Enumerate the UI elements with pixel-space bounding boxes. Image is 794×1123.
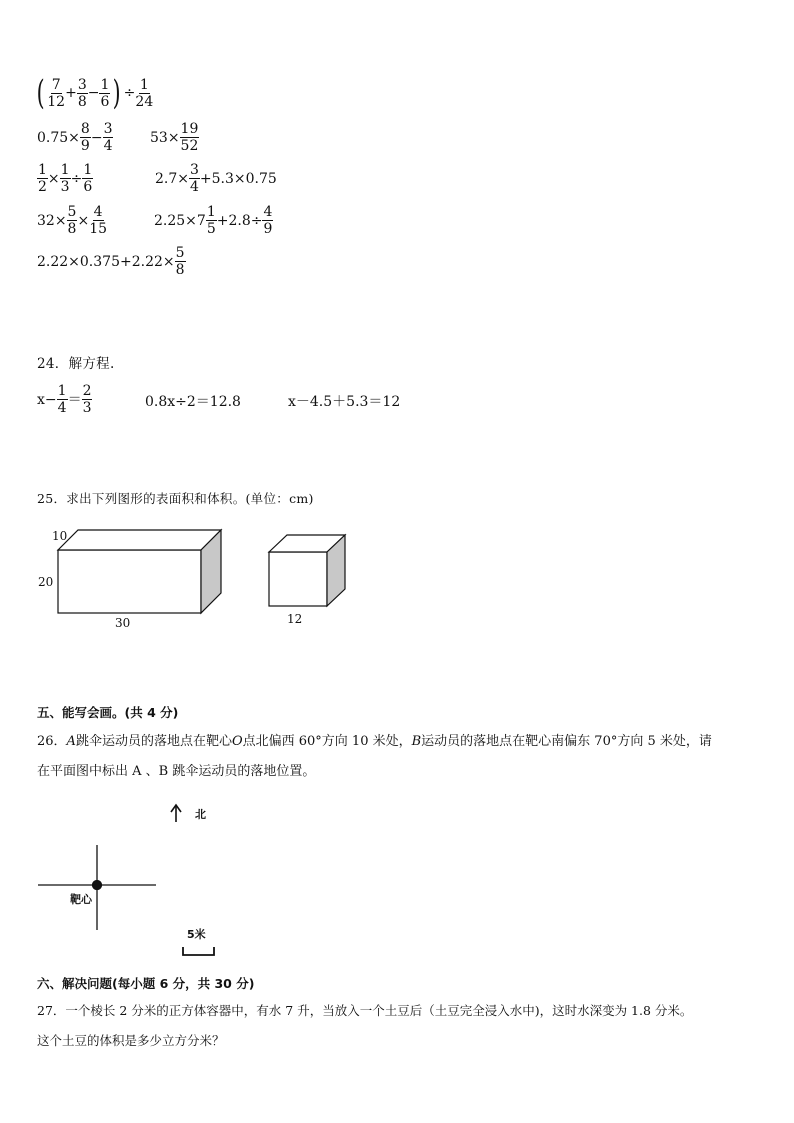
calc-expression-6: 32× $\frac{5}{8}$ × $\frac{4}{15}$ xyxy=(37,204,108,237)
fraction: $\frac{4}{15}$ xyxy=(89,204,108,237)
target-center-dot xyxy=(93,881,102,890)
q25-title: 25．求出下列图形的表面积和体积。(单位：cm) xyxy=(37,491,314,506)
calc-expression-8: 2.22×0.375+2.22× $\frac{5}{8}$ xyxy=(37,245,185,278)
calc-expression-1: ( 7 12 + $\frac{3}{8}$ − $\frac{1}{6}$ ) ÷ $\frac{1}{24}$ xyxy=(36,73,154,113)
calc-expression-2: 0.75× $\frac{8}{9}$ − $\frac{3}{4}$ xyxy=(37,121,113,154)
q27-line1: 27．一个棱长 2 分米的正方体容器中，有水 7 升，当放入一个土豆后（土豆完全浸入水中)，这时水深变为 1.8 分米。 xyxy=(37,1003,693,1018)
equation-2: 0.8x÷2＝12.8 xyxy=(145,394,241,410)
cube-edge-label: 12 xyxy=(287,612,303,626)
right-paren: ) xyxy=(113,73,122,113)
q27-line2: 这个土豆的体积是多少立方分米？ xyxy=(37,1033,225,1048)
cuboid-height-label: 20 xyxy=(38,575,54,589)
cuboid-front-face xyxy=(58,550,201,613)
fraction: $\frac{8}{9}$ xyxy=(80,121,90,154)
cuboid-depth-label: 10 xyxy=(52,529,68,543)
cuboid-figure xyxy=(58,530,221,613)
calc-expression-3: 53× $\frac{19}{52}$ xyxy=(150,121,199,154)
q24-title: 24．解方程. xyxy=(37,356,115,372)
fraction: $\frac{1}{3}$ xyxy=(60,162,70,195)
cuboid-length-label: 30 xyxy=(115,616,131,630)
calc-expression-4: $\frac{1}{2}$ × $\frac{1}{3}$ ÷ $\frac{1}{6}$ xyxy=(38,162,93,195)
fraction: $\frac{1}{6}$ xyxy=(83,162,93,195)
section6-title: 六、解决问题(每小题 6 分，共 30 分) xyxy=(37,976,255,991)
fraction: $\frac{1}{2}$ xyxy=(38,162,47,195)
fraction: $\frac{19}{52}$ xyxy=(180,121,199,154)
equation-3: x－4.5＋5.3＝12 xyxy=(288,394,401,410)
fraction: $\frac{5}{8}$ xyxy=(175,245,185,278)
cuboid-top-face xyxy=(58,530,221,550)
fraction: 2 3 xyxy=(82,383,92,416)
fraction: $\frac{1}{4}$ xyxy=(57,383,67,416)
fraction: 1 5 xyxy=(206,204,216,237)
left-paren: ( xyxy=(36,73,45,113)
fraction: $\frac{3}{4}$ xyxy=(190,162,199,195)
fraction: $\frac{1}{24}$ xyxy=(135,76,154,110)
target-center-label: 靶心 xyxy=(70,893,92,906)
cube-front-face xyxy=(269,552,327,606)
fraction: $\frac{5}{8}$ xyxy=(67,204,77,237)
fraction: $\frac{4}{9}$ xyxy=(263,204,273,237)
fraction: $\frac{3}{4}$ xyxy=(103,121,113,154)
scale-label: 5米 xyxy=(187,928,206,941)
equation-1: x− $\frac{1}{4}$ ＝ 2 3 xyxy=(37,383,92,416)
fraction: 7 12 xyxy=(47,76,66,110)
q26-line1: 26．A跳伞运动员的落地点在靶心O点北偏西 60°方向 10 米处，B运动员的落地点在靶心南偏东 70°方向 5 米处，请 xyxy=(37,734,712,749)
calc-expression-5: 2.7× $\frac{3}{4}$ +5.3×0.75 xyxy=(155,162,277,195)
north-label: 北 xyxy=(195,808,206,821)
scale-bar xyxy=(183,947,214,955)
calc-expression-7: 2.25×7 1 5 +2.8÷ $\frac{4}{9}$ xyxy=(154,204,273,237)
fraction: $\frac{3}{8}$ xyxy=(77,76,87,110)
q26-line2: 在平面图中标出 A 、B 跳伞运动员的落地位置。 xyxy=(37,764,316,779)
cube-figure xyxy=(269,535,345,606)
section5-title: 五、能写会画。(共 4 分) xyxy=(37,705,179,720)
fraction: $\frac{1}{6}$ xyxy=(100,76,110,110)
